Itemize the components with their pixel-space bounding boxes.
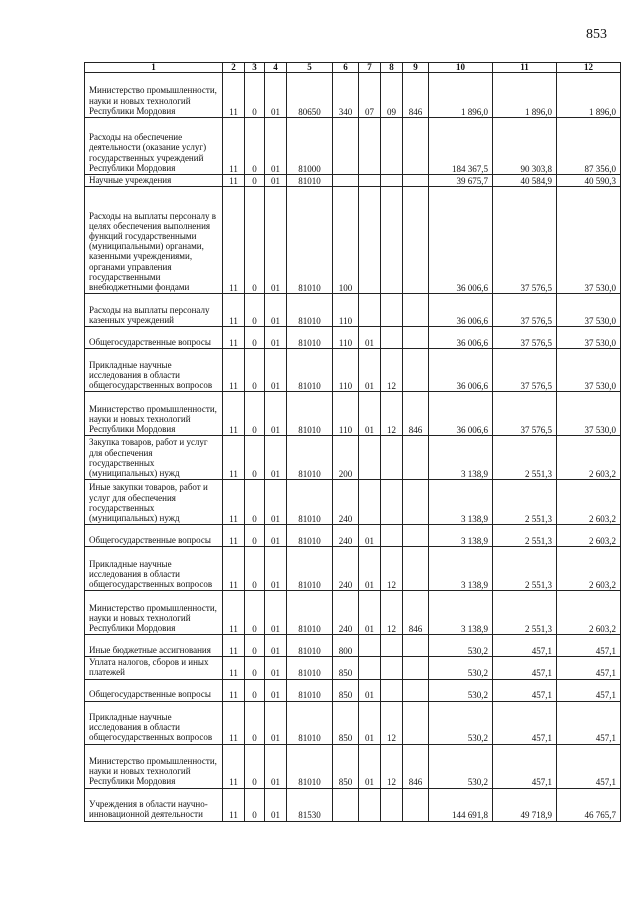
section-cell — [359, 788, 381, 821]
department-code-cell — [403, 525, 429, 547]
header-cell: 9 — [403, 63, 429, 73]
header-cell: 11 — [493, 63, 557, 73]
col-2-cell: 11 — [223, 187, 245, 294]
header-cell: 10 — [429, 63, 493, 73]
row-name-cell: Прикладные научные исследования в области общегосударственных вопросов — [85, 701, 223, 744]
header-row — [85, 63, 621, 73]
department-code-cell: 846 — [403, 392, 429, 436]
target-code-cell: 81010 — [287, 480, 333, 525]
target-code-cell: 81010 — [287, 635, 333, 657]
amount-col-12-cell: 37 530,0 — [557, 392, 621, 436]
expense-type-cell: 240 — [333, 547, 359, 591]
amount-col-10-cell: 530,2 — [429, 701, 493, 744]
amount-col-12-cell: 2 603,2 — [557, 525, 621, 547]
col-4-cell: 01 — [265, 591, 287, 635]
table-row — [85, 547, 621, 591]
row-name-cell: Общегосударственные вопросы — [85, 679, 223, 701]
amount-col-10-cell: 36 006,6 — [429, 392, 493, 436]
col-4-cell: 01 — [265, 294, 287, 327]
table-row — [85, 744, 621, 788]
amount-col-10-cell: 530,2 — [429, 657, 493, 679]
col-3-cell: 0 — [245, 327, 265, 349]
amount-col-10-cell: 530,2 — [429, 635, 493, 657]
department-code-cell: 846 — [403, 744, 429, 788]
col-4-cell: 01 — [265, 547, 287, 591]
col-3-cell: 0 — [245, 744, 265, 788]
expense-type-cell — [333, 788, 359, 821]
target-code-cell: 81010 — [287, 294, 333, 327]
department-code-cell — [403, 349, 429, 392]
col-2-cell: 11 — [223, 118, 245, 175]
row-name-cell: Расходы на выплаты персоналу в целях обеспечения выполнения функций государственными (муниципальными) органами, казенными учреждениями, органами управления государственными внебюджетными фондами — [85, 187, 223, 294]
amount-col-11-cell: 457,1 — [493, 657, 557, 679]
row-name-cell: Закупка товаров, работ и услуг для обеспечения государственных (муниципальных) нужд — [85, 436, 223, 480]
amount-col-12-cell: 1 896,0 — [557, 73, 621, 118]
row-name-cell: Прикладные научные исследования в области общегосударственных вопросов — [85, 349, 223, 392]
amount-col-10-cell: 3 138,9 — [429, 480, 493, 525]
expense-type-cell — [333, 118, 359, 175]
col-2-cell: 11 — [223, 525, 245, 547]
amount-col-11-cell: 2 551,3 — [493, 480, 557, 525]
department-code-cell: 846 — [403, 591, 429, 635]
section-cell: 01 — [359, 679, 381, 701]
amount-col-10-cell: 39 675,7 — [429, 175, 493, 187]
col-3-cell: 0 — [245, 591, 265, 635]
header-cell: 4 — [265, 63, 287, 73]
row-name-cell: Общегосударственные вопросы — [85, 327, 223, 349]
row-name-cell: Министерство промышленности, науки и новых технологий Республики Мордовия — [85, 744, 223, 788]
target-code-cell: 81010 — [287, 744, 333, 788]
amount-col-10-cell: 1 896,0 — [429, 73, 493, 118]
amount-col-11-cell: 37 576,5 — [493, 327, 557, 349]
target-code-cell: 81010 — [287, 327, 333, 349]
department-code-cell — [403, 635, 429, 657]
table-row — [85, 118, 621, 175]
amount-col-11-cell: 2 551,3 — [493, 547, 557, 591]
table-row — [85, 635, 621, 657]
expense-type-cell: 110 — [333, 392, 359, 436]
col-4-cell: 01 — [265, 187, 287, 294]
amount-col-12-cell: 37 530,0 — [557, 187, 621, 294]
subsection-cell — [381, 327, 403, 349]
col-2-cell: 11 — [223, 175, 245, 187]
department-code-cell — [403, 701, 429, 744]
amount-col-12-cell: 46 765,7 — [557, 788, 621, 821]
subsection-cell — [381, 187, 403, 294]
col-4-cell: 01 — [265, 657, 287, 679]
table-row — [85, 657, 621, 679]
table-row — [85, 392, 621, 436]
col-4-cell: 01 — [265, 480, 287, 525]
section-cell: 01 — [359, 591, 381, 635]
header-cell: 2 — [223, 63, 245, 73]
header-cell: 1 — [85, 63, 223, 73]
department-code-cell — [403, 788, 429, 821]
col-2-cell: 11 — [223, 349, 245, 392]
section-cell — [359, 175, 381, 187]
amount-col-10-cell: 3 138,9 — [429, 436, 493, 480]
section-cell: 07 — [359, 73, 381, 118]
section-cell: 01 — [359, 525, 381, 547]
header-cell: 6 — [333, 63, 359, 73]
department-code-cell — [403, 118, 429, 175]
subsection-cell — [381, 525, 403, 547]
expense-type-cell: 240 — [333, 591, 359, 635]
col-2-cell: 11 — [223, 657, 245, 679]
amount-col-10-cell: 3 138,9 — [429, 525, 493, 547]
section-cell: 01 — [359, 392, 381, 436]
col-3-cell: 0 — [245, 657, 265, 679]
col-3-cell: 0 — [245, 547, 265, 591]
expense-type-cell: 850 — [333, 679, 359, 701]
table-row — [85, 436, 621, 480]
amount-col-11-cell: 1 896,0 — [493, 73, 557, 118]
subsection-cell — [381, 480, 403, 525]
amount-col-12-cell: 87 356,0 — [557, 118, 621, 175]
subsection-cell: 12 — [381, 392, 403, 436]
expense-type-cell: 340 — [333, 73, 359, 118]
col-3-cell: 0 — [245, 118, 265, 175]
table-body — [85, 73, 621, 822]
col-3-cell: 0 — [245, 349, 265, 392]
amount-col-11-cell: 37 576,5 — [493, 294, 557, 327]
col-2-cell: 11 — [223, 436, 245, 480]
target-code-cell: 81010 — [287, 701, 333, 744]
department-code-cell — [403, 679, 429, 701]
col-2-cell: 11 — [223, 73, 245, 118]
department-code-cell — [403, 436, 429, 480]
col-4-cell: 01 — [265, 327, 287, 349]
row-name-cell: Иные бюджетные ассигнования — [85, 635, 223, 657]
section-cell — [359, 436, 381, 480]
col-4-cell: 01 — [265, 392, 287, 436]
expense-type-cell: 110 — [333, 349, 359, 392]
section-cell: 01 — [359, 547, 381, 591]
amount-col-10-cell: 36 006,6 — [429, 187, 493, 294]
department-code-cell — [403, 294, 429, 327]
amount-col-11-cell: 457,1 — [493, 635, 557, 657]
amount-col-11-cell: 2 551,3 — [493, 525, 557, 547]
amount-col-10-cell: 36 006,6 — [429, 294, 493, 327]
target-code-cell: 81010 — [287, 547, 333, 591]
section-cell — [359, 187, 381, 294]
amount-col-11-cell: 457,1 — [493, 744, 557, 788]
table-row — [85, 175, 621, 187]
col-2-cell: 11 — [223, 480, 245, 525]
department-code-cell: 846 — [403, 73, 429, 118]
col-4-cell: 01 — [265, 118, 287, 175]
target-code-cell: 81010 — [287, 525, 333, 547]
col-4-cell: 01 — [265, 175, 287, 187]
table-row — [85, 327, 621, 349]
department-code-cell — [403, 657, 429, 679]
subsection-cell: 12 — [381, 349, 403, 392]
amount-col-10-cell: 144 691,8 — [429, 788, 493, 821]
amount-col-10-cell: 530,2 — [429, 679, 493, 701]
table-row — [85, 788, 621, 821]
subsection-cell — [381, 635, 403, 657]
amount-col-12-cell: 457,1 — [557, 657, 621, 679]
target-code-cell: 81010 — [287, 591, 333, 635]
amount-col-10-cell: 3 138,9 — [429, 547, 493, 591]
target-code-cell: 81530 — [287, 788, 333, 821]
row-name-cell: Научные учреждения — [85, 175, 223, 187]
table-row — [85, 679, 621, 701]
col-2-cell: 11 — [223, 744, 245, 788]
target-code-cell: 81010 — [287, 349, 333, 392]
amount-col-11-cell: 2 551,3 — [493, 591, 557, 635]
amount-col-12-cell: 457,1 — [557, 679, 621, 701]
col-2-cell: 11 — [223, 547, 245, 591]
col-2-cell: 11 — [223, 701, 245, 744]
row-name-cell: Прикладные научные исследования в области общегосударственных вопросов — [85, 547, 223, 591]
department-code-cell — [403, 547, 429, 591]
amount-col-10-cell: 3 138,9 — [429, 591, 493, 635]
target-code-cell: 81010 — [287, 187, 333, 294]
amount-col-12-cell: 2 603,2 — [557, 591, 621, 635]
col-2-cell: 11 — [223, 294, 245, 327]
amount-col-12-cell: 2 603,2 — [557, 436, 621, 480]
amount-col-11-cell: 37 576,5 — [493, 187, 557, 294]
target-code-cell: 80650 — [287, 73, 333, 118]
col-3-cell: 0 — [245, 187, 265, 294]
subsection-cell — [381, 294, 403, 327]
target-code-cell: 81010 — [287, 679, 333, 701]
amount-col-12-cell: 2 603,2 — [557, 480, 621, 525]
amount-col-10-cell: 184 367,5 — [429, 118, 493, 175]
section-cell: 01 — [359, 744, 381, 788]
col-4-cell: 01 — [265, 349, 287, 392]
amount-col-12-cell: 37 530,0 — [557, 294, 621, 327]
expense-type-cell: 850 — [333, 744, 359, 788]
col-3-cell: 0 — [245, 294, 265, 327]
expense-type-cell: 200 — [333, 436, 359, 480]
table-row — [85, 525, 621, 547]
expense-type-cell: 240 — [333, 525, 359, 547]
col-3-cell: 0 — [245, 701, 265, 744]
target-code-cell: 81010 — [287, 175, 333, 187]
subsection-cell — [381, 657, 403, 679]
section-cell — [359, 657, 381, 679]
row-name-cell: Иные закупки товаров, работ и услуг для обеспечения государственных (муниципальных) нужд — [85, 480, 223, 525]
amount-col-11-cell: 2 551,3 — [493, 436, 557, 480]
target-code-cell: 81010 — [287, 392, 333, 436]
table-row — [85, 73, 621, 118]
amount-col-10-cell: 36 006,6 — [429, 327, 493, 349]
row-name-cell: Министерство промышленности, науки и новых технологий Республики Мордовия — [85, 591, 223, 635]
subsection-cell — [381, 175, 403, 187]
row-name-cell: Общегосударственные вопросы — [85, 525, 223, 547]
col-2-cell: 11 — [223, 679, 245, 701]
col-3-cell: 0 — [245, 788, 265, 821]
subsection-cell — [381, 436, 403, 480]
table-row — [85, 294, 621, 327]
table-row — [85, 701, 621, 744]
row-name-cell: Расходы на выплаты персоналу казенных учреждений — [85, 294, 223, 327]
table-row — [85, 480, 621, 525]
section-cell — [359, 118, 381, 175]
expense-type-cell: 850 — [333, 657, 359, 679]
department-code-cell — [403, 327, 429, 349]
subsection-cell — [381, 788, 403, 821]
col-3-cell: 0 — [245, 480, 265, 525]
amount-col-12-cell: 37 530,0 — [557, 349, 621, 392]
amount-col-11-cell: 457,1 — [493, 679, 557, 701]
amount-col-11-cell: 40 584,9 — [493, 175, 557, 187]
amount-col-11-cell: 49 718,9 — [493, 788, 557, 821]
col-3-cell: 0 — [245, 635, 265, 657]
expense-type-cell: 850 — [333, 701, 359, 744]
table-row — [85, 349, 621, 392]
header-cell: 8 — [381, 63, 403, 73]
row-name-cell: Учреждения в области научно-инновационной деятельности — [85, 788, 223, 821]
expense-type-cell: 110 — [333, 294, 359, 327]
row-name-cell: Расходы на обеспечение деятельности (оказание услуг) государственных учреждений Республики Мордовия — [85, 118, 223, 175]
department-code-cell — [403, 480, 429, 525]
col-2-cell: 11 — [223, 635, 245, 657]
subsection-cell: 12 — [381, 744, 403, 788]
amount-col-10-cell: 530,2 — [429, 744, 493, 788]
amount-col-12-cell: 2 603,2 — [557, 547, 621, 591]
subsection-cell: 12 — [381, 591, 403, 635]
amount-col-12-cell: 37 530,0 — [557, 327, 621, 349]
expense-type-cell: 800 — [333, 635, 359, 657]
col-4-cell: 01 — [265, 73, 287, 118]
amount-col-11-cell: 37 576,5 — [493, 349, 557, 392]
amount-col-12-cell: 40 590,3 — [557, 175, 621, 187]
department-code-cell — [403, 187, 429, 294]
amount-col-12-cell: 457,1 — [557, 701, 621, 744]
amount-col-11-cell: 457,1 — [493, 701, 557, 744]
header-cell: 7 — [359, 63, 381, 73]
expense-type-cell: 240 — [333, 480, 359, 525]
col-3-cell: 0 — [245, 679, 265, 701]
subsection-cell — [381, 118, 403, 175]
subsection-cell: 12 — [381, 701, 403, 744]
amount-col-12-cell: 457,1 — [557, 744, 621, 788]
amount-col-12-cell: 457,1 — [557, 635, 621, 657]
col-4-cell: 01 — [265, 525, 287, 547]
header-cell: 3 — [245, 63, 265, 73]
col-4-cell: 01 — [265, 788, 287, 821]
col-4-cell: 01 — [265, 635, 287, 657]
col-3-cell: 0 — [245, 436, 265, 480]
col-2-cell: 11 — [223, 392, 245, 436]
section-cell — [359, 480, 381, 525]
target-code-cell: 81000 — [287, 118, 333, 175]
section-cell — [359, 635, 381, 657]
page-number: 853 — [586, 27, 607, 42]
header-cell: 5 — [287, 63, 333, 73]
department-code-cell — [403, 175, 429, 187]
section-cell: 01 — [359, 701, 381, 744]
expense-type-cell: 100 — [333, 187, 359, 294]
col-3-cell: 0 — [245, 73, 265, 118]
target-code-cell: 81010 — [287, 657, 333, 679]
col-4-cell: 01 — [265, 436, 287, 480]
amount-col-11-cell: 90 303,8 — [493, 118, 557, 175]
subsection-cell — [381, 679, 403, 701]
section-cell: 01 — [359, 349, 381, 392]
amount-col-11-cell: 37 576,5 — [493, 392, 557, 436]
budget-table — [84, 62, 621, 822]
row-name-cell: Уплата налогов, сборов и иных платежей — [85, 657, 223, 679]
col-4-cell: 01 — [265, 701, 287, 744]
subsection-cell: 12 — [381, 547, 403, 591]
table-row — [85, 591, 621, 635]
col-2-cell: 11 — [223, 327, 245, 349]
subsection-cell: 09 — [381, 73, 403, 118]
row-name-cell: Министерство промышленности, науки и новых технологий Республики Мордовия — [85, 73, 223, 118]
col-4-cell: 01 — [265, 744, 287, 788]
col-2-cell: 11 — [223, 591, 245, 635]
expense-type-cell — [333, 175, 359, 187]
table-row — [85, 187, 621, 294]
col-4-cell: 01 — [265, 679, 287, 701]
section-cell — [359, 294, 381, 327]
expense-type-cell: 110 — [333, 327, 359, 349]
col-3-cell: 0 — [245, 525, 265, 547]
col-3-cell: 0 — [245, 175, 265, 187]
target-code-cell: 81010 — [287, 436, 333, 480]
col-3-cell: 0 — [245, 392, 265, 436]
amount-col-10-cell: 36 006,6 — [429, 349, 493, 392]
header-cell: 12 — [557, 63, 621, 73]
row-name-cell: Министерство промышленности, науки и новых технологий Республики Мордовия — [85, 392, 223, 436]
col-2-cell: 11 — [223, 788, 245, 821]
section-cell: 01 — [359, 327, 381, 349]
